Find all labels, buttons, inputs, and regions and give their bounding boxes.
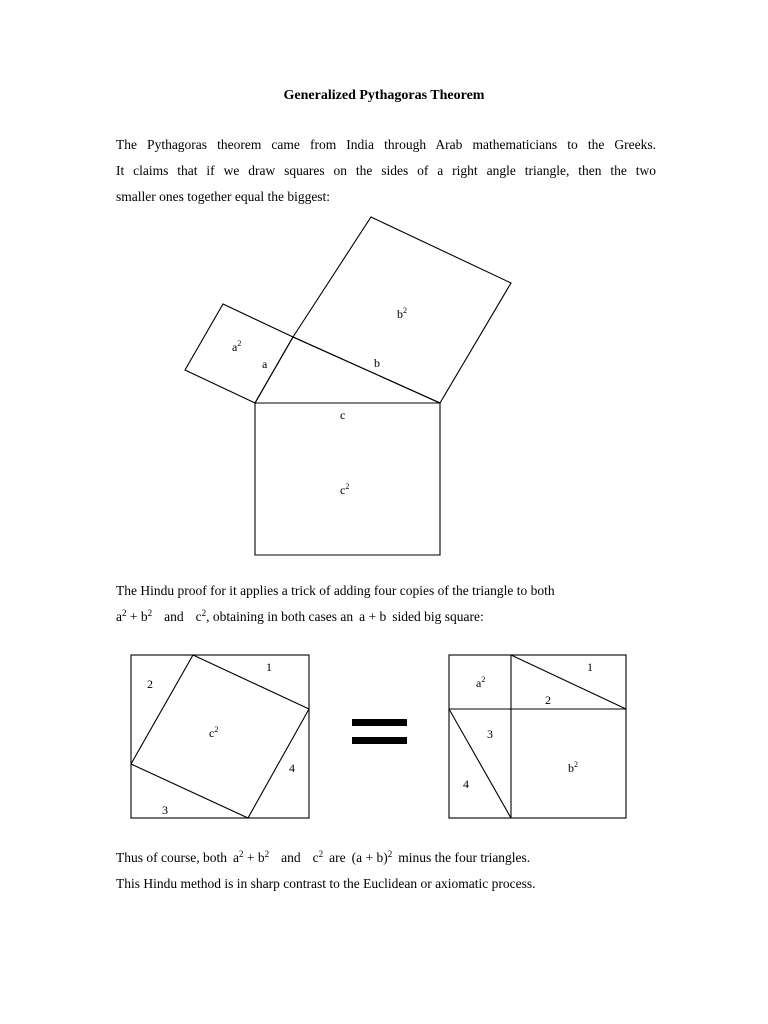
outer-square-left <box>131 655 309 818</box>
conclusion-paragraph <box>116 845 656 897</box>
equals-sign <box>352 719 407 744</box>
conclusion-line-2: This Hindu method is in sharp contrast to the Euclidean or axiomatic process. <box>116 876 536 891</box>
left-triangle-1: 1 <box>266 660 272 674</box>
intro-line-1: The Pythagoras theorem came from India through Arab mathematicians to the Greeks. <box>116 137 656 152</box>
intro-line-2: It claims that if we draw squares on the sides of a right angle triangle, then the two <box>116 163 656 178</box>
right-label-b-squared: $b^2$ <box>568 760 578 775</box>
left-triangle-3: 3 <box>162 803 168 817</box>
left-triangle-4: 4 <box>289 761 295 775</box>
label-c-squared: $c^2$ <box>340 482 350 497</box>
page-title: Generalized Pythagoras Theorem <box>283 88 485 103</box>
diagonal-top <box>511 655 626 709</box>
diagonal-left <box>449 709 511 818</box>
left-proof-square <box>131 655 309 818</box>
triangle <box>255 337 440 403</box>
intro-line-3: smaller ones together equal the biggest: <box>116 189 331 204</box>
right-proof-square <box>449 655 626 818</box>
right-triangle-1: 1 <box>587 660 593 674</box>
pythagoras-figure <box>185 217 511 555</box>
right-label-a-squared: $a^2$ <box>476 675 486 690</box>
label-a-squared: $a^2$ <box>232 339 242 354</box>
square-a <box>185 304 293 403</box>
hindu-line-2: $a^2 + b^2$ and $c^2$, obtaining in both cases an a + b sided big square: <box>116 608 484 624</box>
label-b-squared: $b^2$ <box>397 306 407 321</box>
label-a: a <box>262 357 268 371</box>
square-c <box>255 403 440 555</box>
right-triangle-4: 4 <box>463 777 469 791</box>
right-triangle-2: 2 <box>545 693 551 707</box>
left-triangle-2: 2 <box>147 677 153 691</box>
label-b: b <box>374 356 380 370</box>
right-triangle-3: 3 <box>487 727 493 741</box>
left-label-c-squared: $c^2$ <box>209 725 219 740</box>
hindu-line-1: The Hindu proof for it applies a trick of adding four copies of the triangle to both <box>116 583 555 598</box>
hindu-paragraph <box>116 578 656 630</box>
label-c: c <box>340 408 346 422</box>
inner-square-c <box>131 655 309 818</box>
conclusion-line-1: Thus of course, both $a^2 + b^2$ and $c^2$ are $(a + b)^2$ minus the four triangles. <box>116 849 531 865</box>
